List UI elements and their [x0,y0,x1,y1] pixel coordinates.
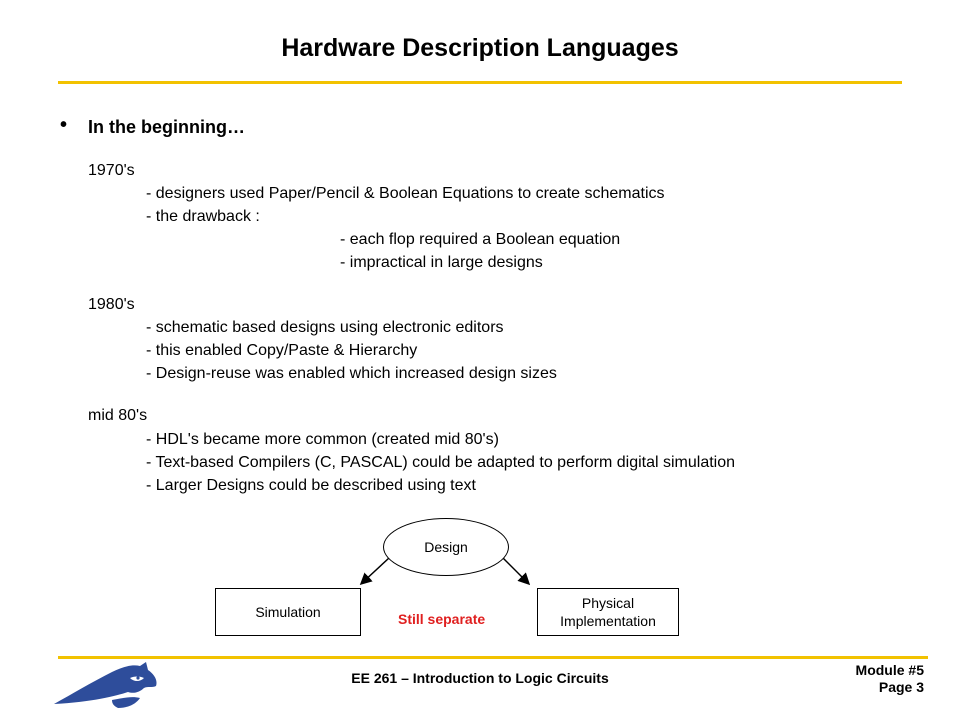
body-subline: - each flop required a Boolean equation [340,231,621,248]
design-label: Design [424,539,468,555]
page-number: Page 3 [878,679,924,695]
body-line: - HDL's became more common (created mid 80's) [146,431,499,448]
simulation-node [215,588,361,636]
body-line: - this enabled Copy/Paste & Hierarchy [146,342,418,359]
arrow-to-simulation [362,558,389,583]
body-line: - schematic based designs using electronic editors [146,319,504,336]
era-label: mid 80's [88,407,148,424]
body-subline: - impractical in large designs [340,254,543,271]
physical-implementation-node [537,588,679,636]
footer-divider [58,656,928,659]
simulation-label: Simulation [255,604,321,620]
wildcat-logo-icon [52,658,162,714]
body-line: - designers used Paper/Pencil & Boolean Equations to create schematics [146,185,665,202]
era-label: 1970's [88,162,135,179]
section-heading: In the beginning… [88,117,245,137]
body-line: - Design-reuse was enabled which increased design sizes [146,365,557,382]
body-line: - Text-based Compilers (C, PASCAL) could be adapted to perform digital simulation [146,454,736,471]
physical-label-line2: Implementation [560,613,656,629]
arrow-to-physical [503,558,528,583]
slide-title: Hardware Description Languages [281,34,679,62]
still-separate-note: Still separate [398,611,486,627]
physical-label-line1: Physical [581,595,635,611]
body-line: - the drawback : [146,208,260,225]
module-number: Module #5 [855,662,924,678]
design-node [383,518,509,576]
era-label: 1980's [88,296,135,313]
body-line: - Larger Designs could be described using text [146,477,476,494]
footer-course-title: EE 261 – Introduction to Logic Circuits [351,670,609,686]
footer-module-info [856,662,924,696]
bullet-dot: • [60,114,68,136]
